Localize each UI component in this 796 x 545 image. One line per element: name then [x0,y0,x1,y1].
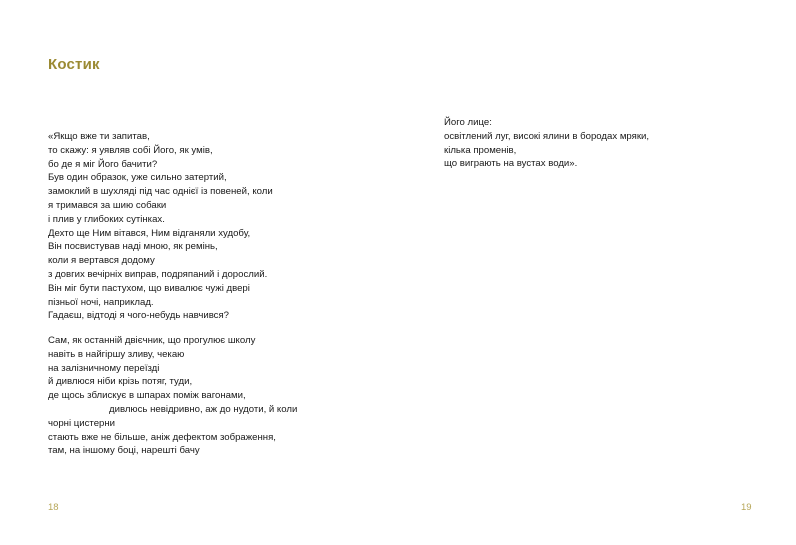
poem-line: Його лице: [444,117,492,128]
poem-line: Гадаєш, відтоді я чого-небудь навчився? [48,310,230,322]
page-number-right: 19 [741,502,752,513]
right-stanza [444,116,649,171]
left-stanza-1 [48,130,273,323]
poem-line: бо де я міг Його бачити? [48,158,158,170]
poem-line: Він міг бути пастухом, що вивалює чужі двері [48,282,250,294]
poem-line: стають вже не більше, аніж дефектом зображення, [48,431,276,443]
page-number-left: 18 [48,502,59,513]
poem-line: замоклий в шухляді під час однієї із повеней, коли [48,186,273,198]
poem-line: Він посвистував наді мною, як ремінь, [48,241,218,253]
poem-line: там, на іншому боці, нарешті бачу [48,445,200,457]
poem-line: що виграють на вустах води». [444,158,578,170]
poem-line: де щось зблискує в шпарах поміж вагонами, [48,390,246,402]
poem-line: Був один образок, уже сильно затертий, [48,172,227,184]
poem-line: коли я вертався додому [48,255,155,267]
poem-line: я тримався за шию собаки [48,199,167,211]
poem-line: навіть в найгіршу зливу, чекаю [48,348,185,360]
poem-line-indented: дивлюсь невідривно, аж до нудоти, й коли [109,403,298,415]
poem-line: з довгих вечірніх виправ, подряпаний і дорослий. [48,268,268,280]
poem-line: Дехто ще Ним вітався, Ним відганяли худобу, [48,227,251,239]
poem-line: пізньої ночі, наприклад. [48,296,154,308]
poem-line: освітлений луг, високі ялини в бородах мряки, [444,130,650,142]
poem-title: Костик [48,56,100,73]
left-stanza-2 [48,334,297,458]
poem-line: Сам, як останній двієчник, що прогулює школу [48,335,256,346]
poem-line: і плив у глибоких сутінках. [48,213,165,225]
poem-line: й дивлюся ніби крізь потяг, туди, [48,376,193,388]
poem-line: чорні цистерни [48,417,116,429]
poem-line: «Якщо вже ти запитав, [48,131,150,142]
poem-line: то скажу: я уявляв собі Його, як умів, [48,144,213,156]
poem-line: на залізничному переїзді [48,362,160,374]
poem-line: кілька променів, [444,144,517,156]
